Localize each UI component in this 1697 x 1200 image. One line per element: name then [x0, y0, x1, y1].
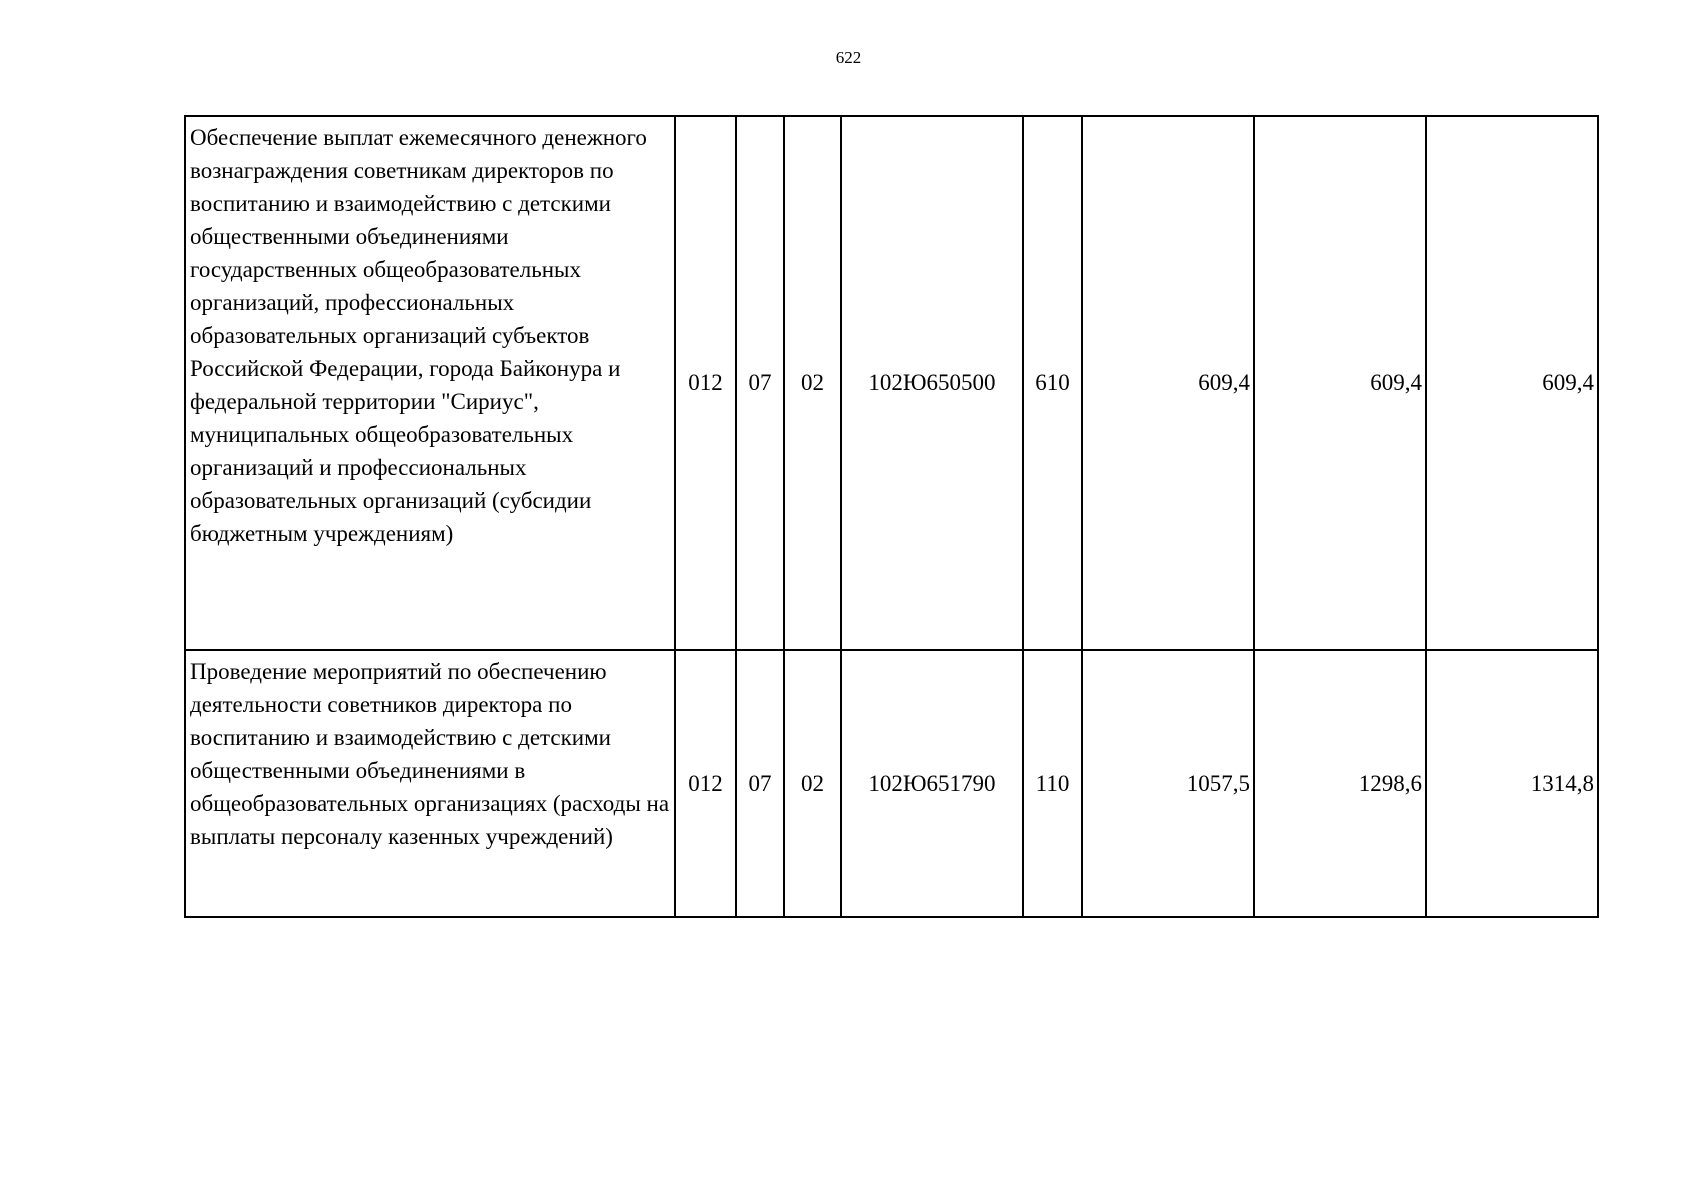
amount-year-1: 1057,5 [1082, 650, 1254, 917]
table-row [185, 650, 1598, 917]
amount-year-3: 1314,8 [1426, 650, 1598, 917]
section-code: 07 [736, 650, 784, 917]
table-row [185, 116, 1598, 650]
target-item-code: 102Ю651790 [841, 650, 1023, 917]
subsection-code: 02 [784, 116, 841, 650]
expense-description: Проведение мероприятий по обеспечению деятельности советников директора по воспитанию и взаимодействию с детскими общественными объединениями в общеобразовательных организациях (расходы на выплаты персоналу казенных учреждений) [185, 650, 675, 917]
expense-description: Обеспечение выплат ежемесячного денежного вознаграждения советникам директоров по воспитанию и взаимодействию с детскими общественными объединениями государственных общеобразовательных организаций, профессиональных образовательных организаций субъектов Российской Федерации, города Байконура и федеральной территории "Сириус", муниципальных общеобразовательных организаций и профессиональных образовательных организаций (субсидии бюджетным учреждениям) [185, 116, 675, 650]
expense-type-code: 610 [1023, 116, 1082, 650]
expense-type-code: 110 [1023, 650, 1082, 917]
amount-year-2: 609,4 [1254, 116, 1426, 650]
amount-year-1: 609,4 [1082, 116, 1254, 650]
amount-year-3: 609,4 [1426, 116, 1598, 650]
target-item-code: 102Ю650500 [841, 116, 1023, 650]
ministry-code: 012 [675, 650, 736, 917]
section-code: 07 [736, 116, 784, 650]
subsection-code: 02 [784, 650, 841, 917]
amount-year-2: 1298,6 [1254, 650, 1426, 917]
page-number: 622 [835, 48, 862, 67]
ministry-code: 012 [675, 116, 736, 650]
budget-table [184, 115, 1599, 918]
